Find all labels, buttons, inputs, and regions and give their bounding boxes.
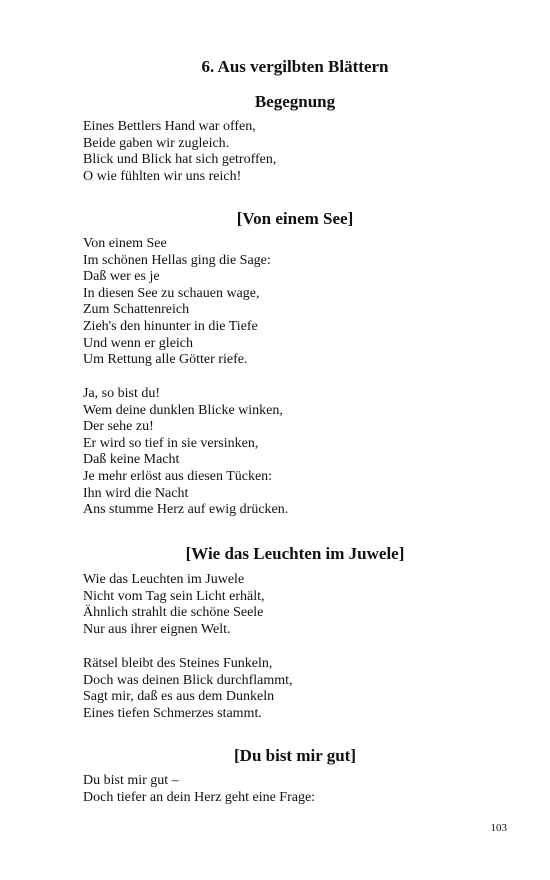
poem-stanza: [83, 656, 503, 722]
poem-line: Ähnlich strahlt die schöne Seele: [83, 605, 264, 621]
poem-line: Eines tiefen Schmerzes stammt.: [83, 705, 262, 721]
poem-line: O wie fühlten wir uns reich!: [83, 168, 242, 184]
chapter-title: 6. Aus vergilbten Blättern: [201, 57, 389, 76]
poem-line: Nur aus ihrer eignen Welt.: [83, 621, 231, 637]
poem-line: Und wenn er gleich: [83, 335, 194, 351]
poem-line: Daß wer es je: [83, 269, 160, 285]
poem-line: In diesen See zu schauen wage,: [83, 285, 260, 301]
page-number: 103: [490, 822, 507, 834]
poem-line: Daß keine Macht: [83, 452, 180, 468]
poem-stanza: [83, 386, 503, 519]
poem-line: Ihn wird die Nacht: [83, 485, 189, 501]
poem-line: Im schönen Hellas ging die Sage:: [83, 252, 271, 268]
poem-line: Er wird so tief in sie versinken,: [83, 435, 259, 451]
poem-line: Du bist mir gut –: [83, 773, 179, 788]
poem-stanza: [83, 773, 503, 806]
poem-line: Zum Schattenreich: [83, 302, 190, 318]
poem-title-wie-das-leuchten: [Wie das Leuchten im Juwele]: [185, 544, 405, 563]
poem-line: Rätsel bleibt des Steines Funkeln,: [83, 656, 273, 671]
poem-title-du-bist-mir-gut: [Du bist mir gut]: [234, 746, 356, 765]
poem-title-begegnung: Begegnung: [254, 92, 336, 111]
poem-line: Nicht vom Tag sein Licht erhält,: [83, 588, 265, 604]
poem-line: Von einem See: [83, 236, 167, 251]
poem-line: Ja, so bist du!: [83, 386, 160, 401]
poem-line: Zieh's den hinunter in die Tiefe: [83, 318, 258, 334]
poem-line: Doch was deinen Blick durchflammt,: [83, 672, 293, 688]
poem-line: Blick und Blick hat sich getroffen,: [83, 152, 277, 168]
poem-line: Doch tiefer an dein Herz geht eine Frage:: [83, 789, 316, 805]
poem-stanza: [83, 119, 503, 185]
poem-stanza: [83, 572, 503, 638]
poem-line: Der sehe zu!: [83, 419, 154, 435]
poem-line: Eines Bettlers Hand war offen,: [83, 119, 256, 134]
poem-line: Um Rettung alle Götter riefe.: [83, 352, 248, 368]
poem-line: Beide gaben wir zugleich.: [83, 135, 230, 151]
poem-line: Wem deine dunklen Blicke winken,: [83, 402, 283, 418]
poem-line: Ans stumme Herz auf ewig drücken.: [83, 502, 289, 518]
poem-line: Sagt mir, daß es aus dem Dunkeln: [83, 689, 275, 705]
poem-stanza: [83, 236, 503, 369]
poem-line: Je mehr erlöst aus diesen Tücken:: [83, 468, 273, 484]
poem-line: Wie das Leuchten im Juwele: [83, 572, 245, 587]
poem-title-von-einem-see: [Von einem See]: [236, 209, 354, 228]
